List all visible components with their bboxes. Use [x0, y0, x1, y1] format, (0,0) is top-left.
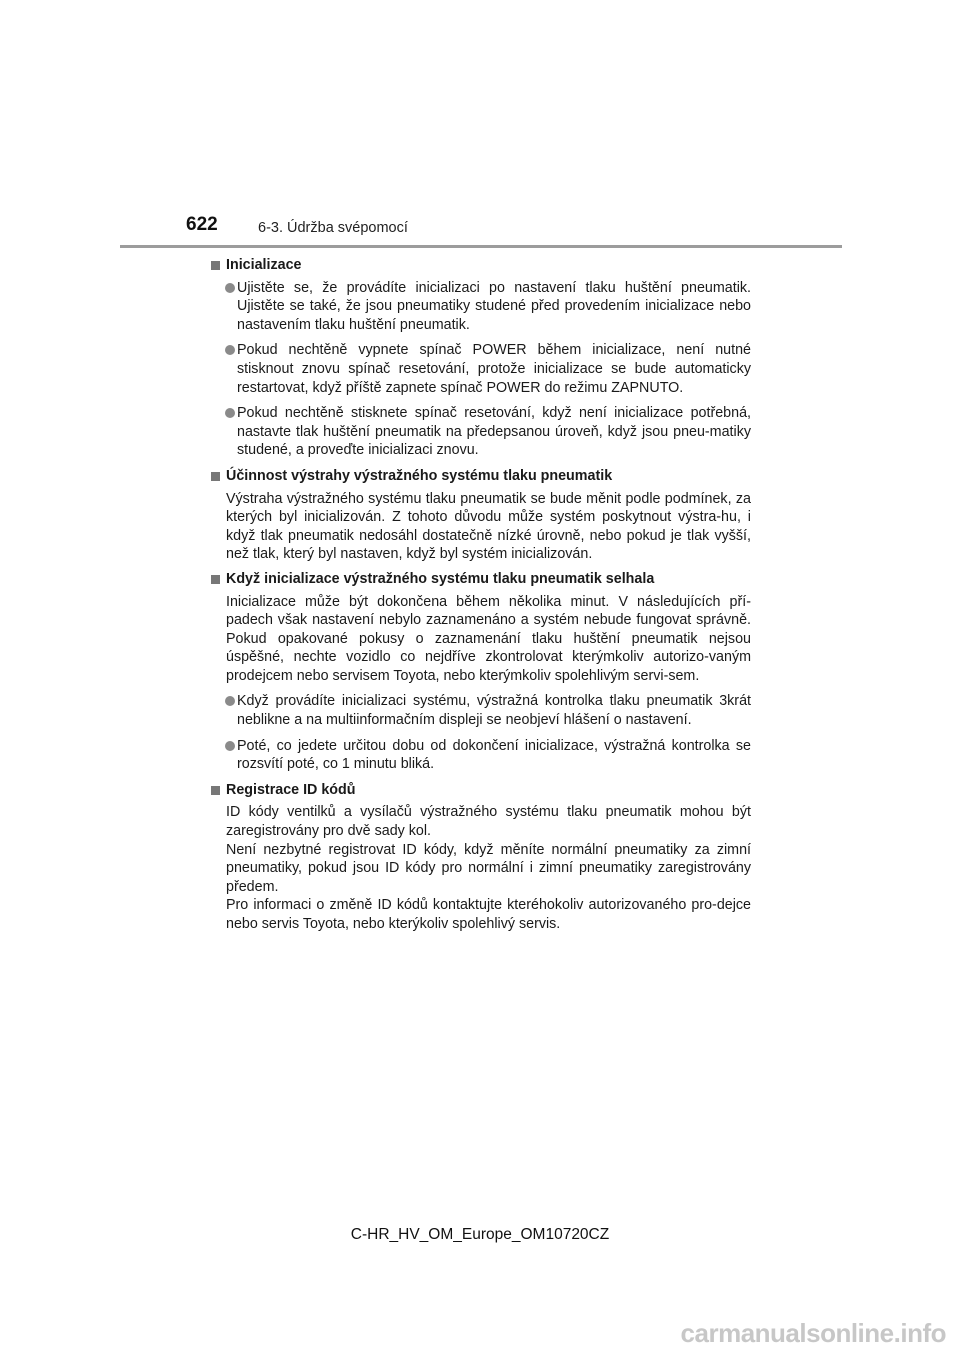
- document-code: C-HR_HV_OM_Europe_OM10720CZ: [350, 1226, 610, 1243]
- heading-text: Inicializace: [226, 257, 302, 273]
- paragraph: Inicializace může být dokončena během několika minut. V následujících pří-padech však nastavení nebylo zaznamenáno a systém nebude fungovat správně. Pokud opakované pokusy o zaznamenání tlaku huštění pneumatik nejsou úspěšné, nechte vozidlo co nejdříve zkontrolovat kterýmkoliv autorizo-vaným prodejcem nebo servisem Toyota, nebo kterýmkoliv spolehlivým servi-sem.: [226, 593, 751, 684]
- circle-bullet-icon: [225, 408, 235, 418]
- section-initialization-failed: [211, 570, 751, 774]
- square-bullet-icon: [211, 261, 220, 270]
- section-initialization: [211, 256, 751, 460]
- section-title: 6-3. Údržba svépomocí: [258, 220, 408, 236]
- paragraph: Výstraha výstražného systému tlaku pneumatik se bude měnit podle podmínek, za kterých byl inicializován. Z tohoto důvodu může systém poskytnout výstra-hu, i když tlak pneumatik nedosáhl dostatečně nízké úrovně, nebo pokud je tlak vyšší, než tlak, který byl nastaven, když byl systém inicializován.: [226, 490, 751, 563]
- list-item: [211, 404, 751, 460]
- heading-text: Účinnost výstrahy výstražného systému tlaku pneumatik: [226, 467, 613, 484]
- list-item: [211, 279, 751, 335]
- square-bullet-icon: [211, 575, 220, 584]
- heading-text: Když inicializace výstražného systému tlaku pneumatik selhala: [226, 570, 655, 587]
- section-id-registration: [211, 781, 751, 934]
- header-divider: [120, 245, 842, 248]
- watermark-text: carmanualsonline.info: [680, 1318, 946, 1348]
- list-item-text: Když provádíte inicializaci systému, výstražná kontrolka tlaku pneumatik 3krát neblikne a na multiinformačním displeji se neobjeví hlášení o nastavení.: [237, 693, 751, 729]
- section-heading: [211, 256, 751, 275]
- page-number: 622: [186, 214, 218, 235]
- paragraph: ID kódy ventilků a vysílačů výstražného systému tlaku pneumatik mohou být zaregistrovány pro dvě sady kol.: [226, 804, 751, 840]
- section-heading: [211, 570, 751, 589]
- list-item-text: Ujistěte se, že provádíte inicializaci po nastavení tlaku huštění pneumatik. Ujistěte se také, že jsou pneumatiky studené před provedením inicializace nebo nastavením tlaku huštění pneumatik.: [237, 279, 751, 333]
- square-bullet-icon: [211, 786, 220, 795]
- section-heading: [211, 467, 751, 486]
- square-bullet-icon: [211, 472, 220, 481]
- list-item: [211, 737, 751, 774]
- circle-bullet-icon: [225, 345, 235, 355]
- list-item-text: Pokud nechtěně stisknete spínač resetování, když není inicializace potřebná, nastavte tlak huštění pneumatik na předepsanou úroveň, když jsou pneu-matiky studené, a proveďte inicializaci znovu.: [237, 405, 751, 459]
- section-heading: [211, 781, 751, 800]
- section-warning-effectiveness: [211, 467, 751, 564]
- list-item-text: Poté, co jedete určitou dobu od dokončení inicializace, výstražná kontrolka se rozsvítí poté, co 1 minutu bliká.: [237, 737, 751, 773]
- paragraph: Není nezbytné registrovat ID kódy, když měníte normální pneumatiky za zimní pneumatiky, pokud jsou ID kódy pro normální i zimní pneumatiky zaregistrovány předem.: [226, 841, 751, 895]
- main-content: [211, 256, 751, 940]
- page-header: [0, 0, 960, 250]
- circle-bullet-icon: [225, 283, 235, 293]
- list-item: [211, 692, 751, 729]
- circle-bullet-icon: [225, 696, 235, 706]
- heading-text: Registrace ID kódů: [226, 781, 356, 798]
- paragraph: Pro informaci o změně ID kódů kontaktujte kteréhokoliv autorizovaného pro-dejce nebo servis Toyota, nebo kterýkoliv spolehlivý servis.: [226, 897, 751, 932]
- list-item-text: Pokud nechtěně vypnete spínač POWER během inicializace, není nutné stisknout znovu spínač resetování, protože inicializace se bude automaticky restartovat, když příště zapnete spínač POWER do režimu ZAPNUTO.: [237, 342, 751, 396]
- circle-bullet-icon: [225, 741, 235, 751]
- list-item: [211, 341, 751, 397]
